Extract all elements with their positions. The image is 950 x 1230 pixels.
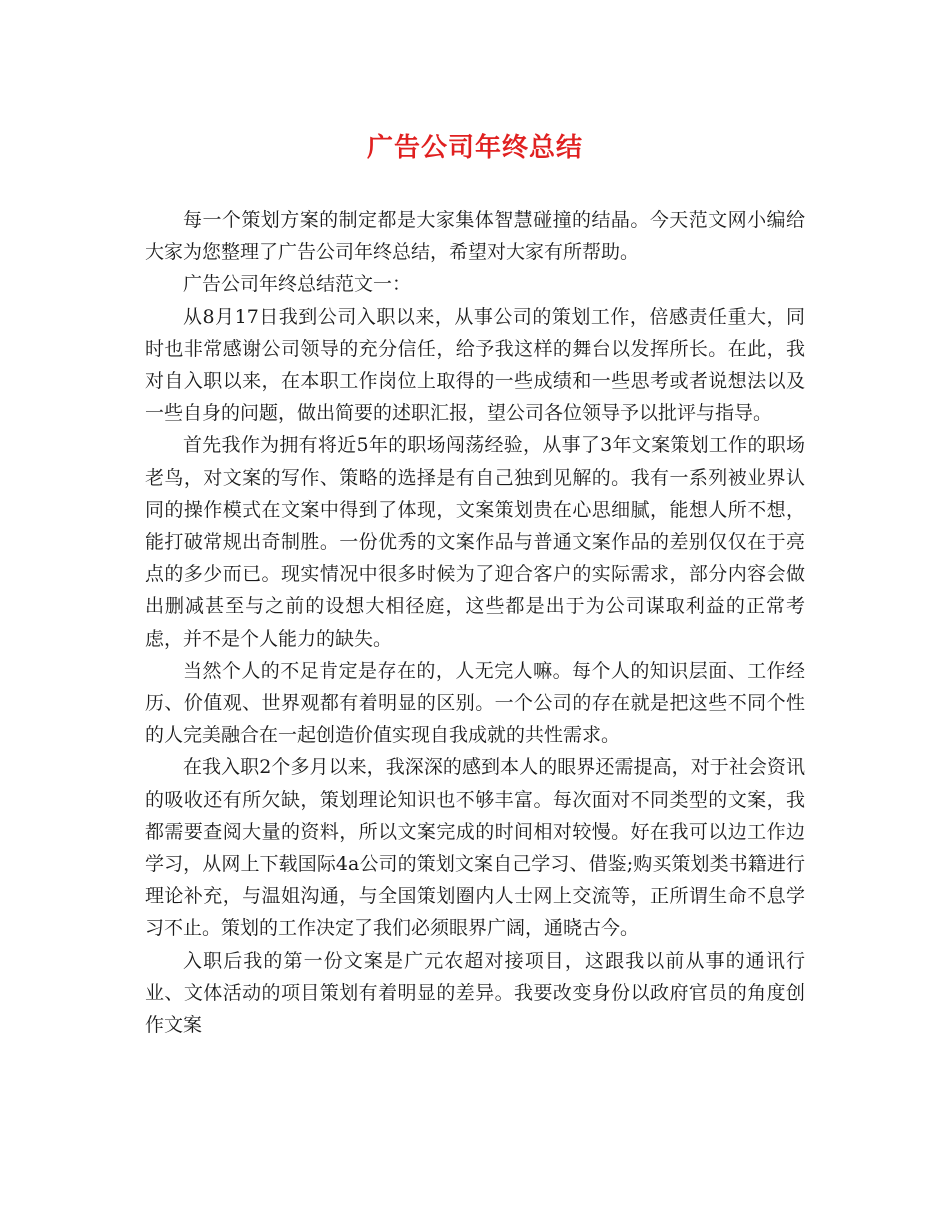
paragraph-onboarding: 从8月17日我到公司入职以来，从事公司的策划工作，倍感责任重大，同时也非常感谢公司领导的充分信任，给予我这样的舞台以发挥所长。在此，我对自入职以来，在本职工作岗位上取得的一些成绩和一些思考或者说想法以及一些自身的问题，做出简要的述职汇报，望公司各位领导予以批评与指导。: [145, 305, 805, 425]
paragraph-sample-heading: 广告公司年终总结范文一：: [183, 273, 412, 296]
document-title: 广告公司年终总结: [366, 133, 583, 163]
paragraph-first-project: 入职后我的第一份文案是广元农超对接项目，这跟我以前从事的通讯行业、文体活动的项目策划有着明显的差异。我要改变身份以政府官员的角度创作文案: [145, 949, 805, 1037]
paragraph-learning: 在我入职2个多月以来，我深深的感到本人的眼界还需提高，对于社会资讯的吸收还有所欠缺，策划理论知识也不够丰富。每次面对不同类型的文案，我都需要查阅大量的资料，所以文案完成的时间相对较慢。好在我可以边工作边学习，从网上下载国际4a公司的策划文案自己学习、借鉴;购买策划类书籍进行理论补充，与温姐沟通，与全国策划圈内人士网上交流等，正所谓生命不息学习不止。策划的工作决定了我们必须眼界广阔，通晓古今。: [145, 756, 805, 940]
paragraph-experience: 首先我作为拥有将近5年的职场闯荡经验，从事了3年文案策划工作的职场老鸟，对文案的写作、策略的选择是有自己独到见解的。我有一系列被业界认同的操作模式在文案中得到了体现，文案策划贵在心思细腻，能想人所不想，能打破常规出奇制胜。一份优秀的文案作品与普通文案作品的差别仅仅在于亮点的多少而已。现实情况中很多时候为了迎合客户的实际需求，部分内容会做出删减甚至与之前的设想大相径庭，这些都是出于为公司谋取利益的正常考虑，并不是个人能力的缺失。: [145, 434, 805, 650]
paragraph-intro: 每一个策划方案的制定都是大家集体智慧碰撞的结晶。今天范文网小编给大家为您整理了广告公司年终总结，希望对大家有所帮助。: [145, 209, 805, 264]
paragraph-shortcomings: 当然个人的不足肯定是存在的，人无完人嘛。每个人的知识层面、工作经历、价值观、世界观都有着明显的区别。一个公司的存在就是把这些不同个性的人完美融合在一起创造价值实现自我成就的共性需求。: [145, 659, 805, 747]
document-page: [145, 128, 805, 1041]
